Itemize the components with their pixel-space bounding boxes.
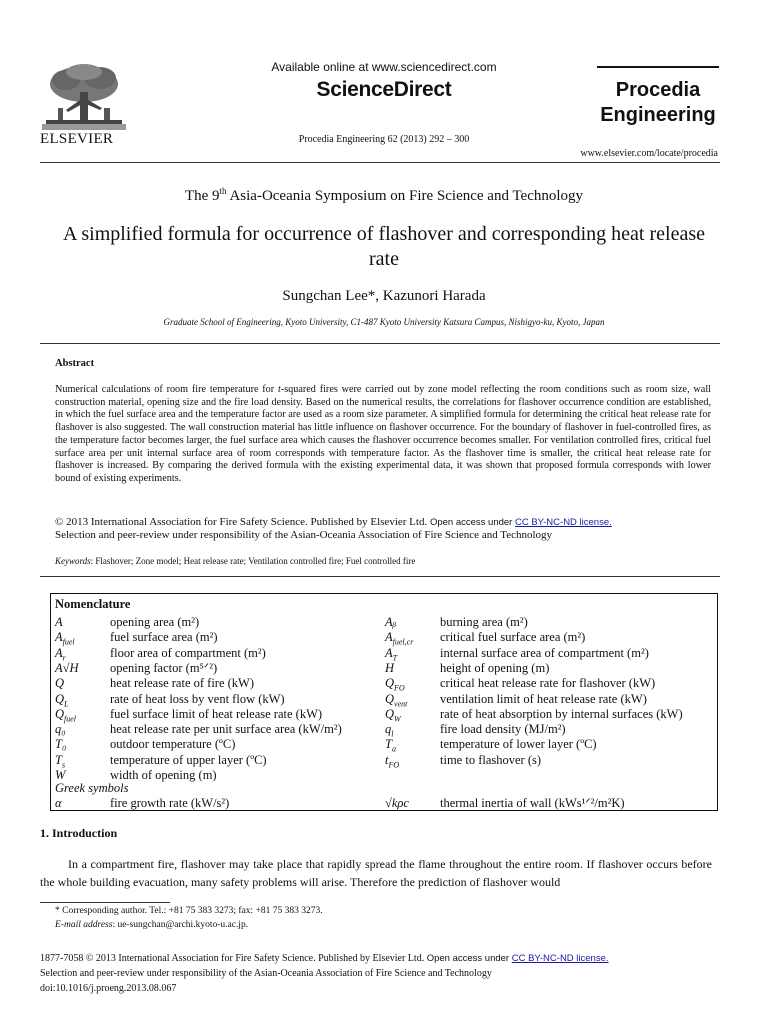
nomenclature-definition: critical fuel surface area (m²) (440, 630, 586, 645)
nomenclature-definition: opening factor (m⁵ᐟ²) (110, 660, 218, 675)
nomenclature-definition: opening area (m²) (110, 615, 200, 629)
authors: Sungchan Lee*, Kazunori Harada (282, 288, 486, 304)
footnote-divider (40, 902, 170, 903)
abstract-text-rest: -squared fires were carried out by zone model reflecting the room conditions such as room size, wall construction material, opening size and the fire load density. Based on the numerical results, the correlations for flashover occurrence condition are established, in which the fuel surface area and the temperature factor are used as a room size parameter. A simplified formula for determining the critical heat release rate for flashover is also suggested. The wall construction material has little influence on flashover occurrence. For the boundary of flashover in fuel-controlled fires, as the temperature factor becomes larger, the fuel surface area which causes the flashover occurrence becomes smaller. For ventilation controlled fires, critical fuel surface area per unit internal surface area of room corresponds with temperature factor. As the flashover time is smaller, the critical heat release rate for flashover is increased. By comparing the derived formula with the existing experimental data, it was shown that proposed formula corresponds with lower bound of existing experiments. (55, 384, 711, 484)
bottom-license-link[interactable]: CC BY-NC-ND license. (511, 953, 609, 964)
nomenclature-symbol: $q_l$ (385, 722, 394, 739)
nomenclature-definition: rate of heat absorption by internal surfaces (kW) (440, 706, 683, 721)
nomenclature-symbol: √kρc (385, 796, 409, 810)
journal-name-line1: Procedia (615, 79, 701, 101)
email-footnote (55, 920, 248, 930)
nomenclature-definition: floor area of compartment (m²) (110, 645, 266, 660)
introduction-heading: 1. Introduction (40, 826, 118, 840)
nomenclature-symbol: $t_{FO}$ (385, 752, 400, 770)
nomenclature-definition: fuel surface area (m²) (110, 630, 218, 645)
abstract-peer-review: Selection and peer-review under responsibility of the Asian-Oceania Association of Fire Science and Technology (55, 529, 553, 541)
journal-name (597, 78, 719, 128)
nomenclature-symbol: T₀ (55, 737, 67, 752)
nomenclature-definition: rate of heat loss by vent flow (kW) (110, 691, 285, 706)
nomenclature-symbol: q₀ (55, 722, 66, 737)
nomenclature-symbol: $T_a$ (385, 737, 396, 754)
nomenclature-symbol: $A_r$ (55, 645, 66, 663)
nomenclature-definition: temperature of lower layer (ºC) (440, 737, 597, 752)
nomenclature-definition: outdoor temperature (ºC) (110, 737, 236, 752)
nomenclature-definition: fire growth rate (kW/s²) (110, 796, 230, 810)
nomenclature-symbol: α (55, 796, 62, 810)
symposium-name: Asia-Oceania Symposium on Fire Science and Technology (226, 188, 584, 204)
available-online-text: Available online at www.sciencedirect.com (271, 60, 497, 74)
doi-line[interactable]: doi:10.1016/j.proeng.2013.08.067 (40, 983, 177, 994)
nomenclature-definition: critical heat release rate for flashover (kW) (440, 676, 656, 691)
copyright-text: © 2013 International Association for Fire Safety Science. Published by Elsevier Ltd. (55, 516, 430, 528)
nomenclature-symbol: $Q_{FO}$ (385, 676, 405, 693)
email-address[interactable]: : ue-sungchan@archi.kyoto-u.ac.jp. (112, 920, 249, 930)
nomenclature-definition: temperature of upper layer (ºC) (110, 752, 267, 767)
introduction-body: In a compartment fire, flashover may take place that rapidly spread the flame throughout the entire room. If flashover occurs before the whole building evacuation, many safety problems will arise. Therefore the prediction of flashover would (40, 857, 712, 889)
nomenclature-definition: time to flashover (s) (440, 752, 542, 767)
nomenclature-heading: Nomenclature (55, 597, 131, 611)
email-label: E-mail address (55, 920, 113, 930)
nomenclature-definition: thermal inertia of wall (kWs¹ᐟ²/m²K) (440, 796, 625, 810)
sciencedirect-logo-text: ScienceDirect (316, 78, 452, 101)
nomenclature-symbol: H (385, 660, 395, 675)
nomenclature-symbol: $A_{fuel,cr}$ (385, 630, 414, 647)
keywords-bottom-divider (40, 576, 720, 577)
nomenclature-symbol: Aᵦ (385, 615, 397, 629)
symposium-ordinal-suffix: th (219, 186, 227, 196)
paper-title: A simplified formula for occurrence of flashover and corresponding heat release rate (63, 223, 705, 270)
nomenclature-definition: fire load density (MJ/m²) (440, 722, 566, 737)
affiliation: Graduate School of Engineering, Kyoto University, C1-487 Kyoto University Katsura Campus, Nishigyo-ku, Kyoto, Japan (163, 317, 605, 327)
header-divider (40, 162, 720, 163)
publisher-name: ELSEVIER (40, 131, 114, 147)
nomenclature-definition: internal surface area of compartment (m²) (440, 645, 649, 660)
keywords-list: : Flashover; Zone model; Heat release rate; Ventilation controlled fire; Fuel controlled fire (90, 556, 416, 566)
symposium-prefix: The 9 (184, 188, 220, 204)
issn-copyright-text: 1877-7058 © 2013 International Association for Fire Safety Science. Published by Elsevier Ltd. (40, 953, 427, 964)
nomenclature-definition: fuel surface limit of heat release rate (kW) (110, 706, 323, 721)
nomenclature-definition: heat release rate per unit surface area (kW/m²) (110, 722, 342, 737)
abstract-text-start: Numerical calculations of room fire temperature for (55, 384, 278, 395)
open-access-text: Open access under (429, 517, 515, 528)
nomenclature-symbol: $Q_W$ (385, 706, 401, 724)
journal-name-line2: Engineering (600, 104, 716, 126)
abstract-body (55, 384, 711, 486)
nomenclature-symbol: W (55, 768, 66, 782)
abstract-t-symbol: t (277, 384, 281, 395)
nomenclature-symbol: Q (55, 676, 65, 691)
nomenclature-symbol: $T_s$ (55, 752, 66, 770)
symposium-line (0, 186, 768, 205)
nomenclature-definition: burning area (m²) (440, 615, 528, 629)
journal-citation: Procedia Engineering 62 (2013) 292 – 300 (298, 134, 470, 145)
nomenclature-symbol: $A_{fuel}$ (55, 630, 75, 647)
bottom-peer-review: Selection and peer-review under responsibility of the Asian-Oceania Association of Fire Science and Technology (40, 968, 492, 979)
bottom-open-access-text: Open access under (426, 953, 512, 964)
nomenclature-definition: ventilation limit of heat release rate (kW) (440, 691, 647, 706)
nomenclature-symbol: A (55, 615, 63, 629)
journal-name-rule (597, 66, 719, 68)
abstract-top-divider (40, 343, 720, 344)
journal-url[interactable]: www.elsevier.com/locate/procedia (580, 148, 718, 159)
keywords-label: Keywords (55, 556, 91, 566)
abstract-copyright (55, 516, 612, 528)
nomenclature-definition: height of opening (m) (440, 660, 550, 675)
corresponding-author-footnote: * Corresponding author. Tel.: +81 75 383 3273; fax: +81 75 383 3273. (55, 906, 323, 916)
nomenclature-definition: width of opening (m) (110, 768, 217, 782)
keywords (55, 556, 415, 566)
license-link[interactable]: CC BY-NC-ND license. (514, 517, 612, 528)
nomenclature-symbol: $A_T$ (385, 645, 398, 663)
nomenclature-symbol: A√H (55, 660, 79, 675)
issn-copyright-line (40, 953, 609, 964)
abstract-heading: Abstract (55, 358, 95, 369)
nomenclature-symbol: $Q_{fuel}$ (55, 706, 77, 724)
greek-symbols-heading: Greek symbols (55, 781, 129, 795)
nomenclature-definition: heat release rate of fire (kW) (110, 676, 255, 691)
nomenclature-symbol: $Q_L$ (55, 691, 69, 708)
nomenclature-symbol: $Q_{vent}$ (385, 691, 408, 708)
